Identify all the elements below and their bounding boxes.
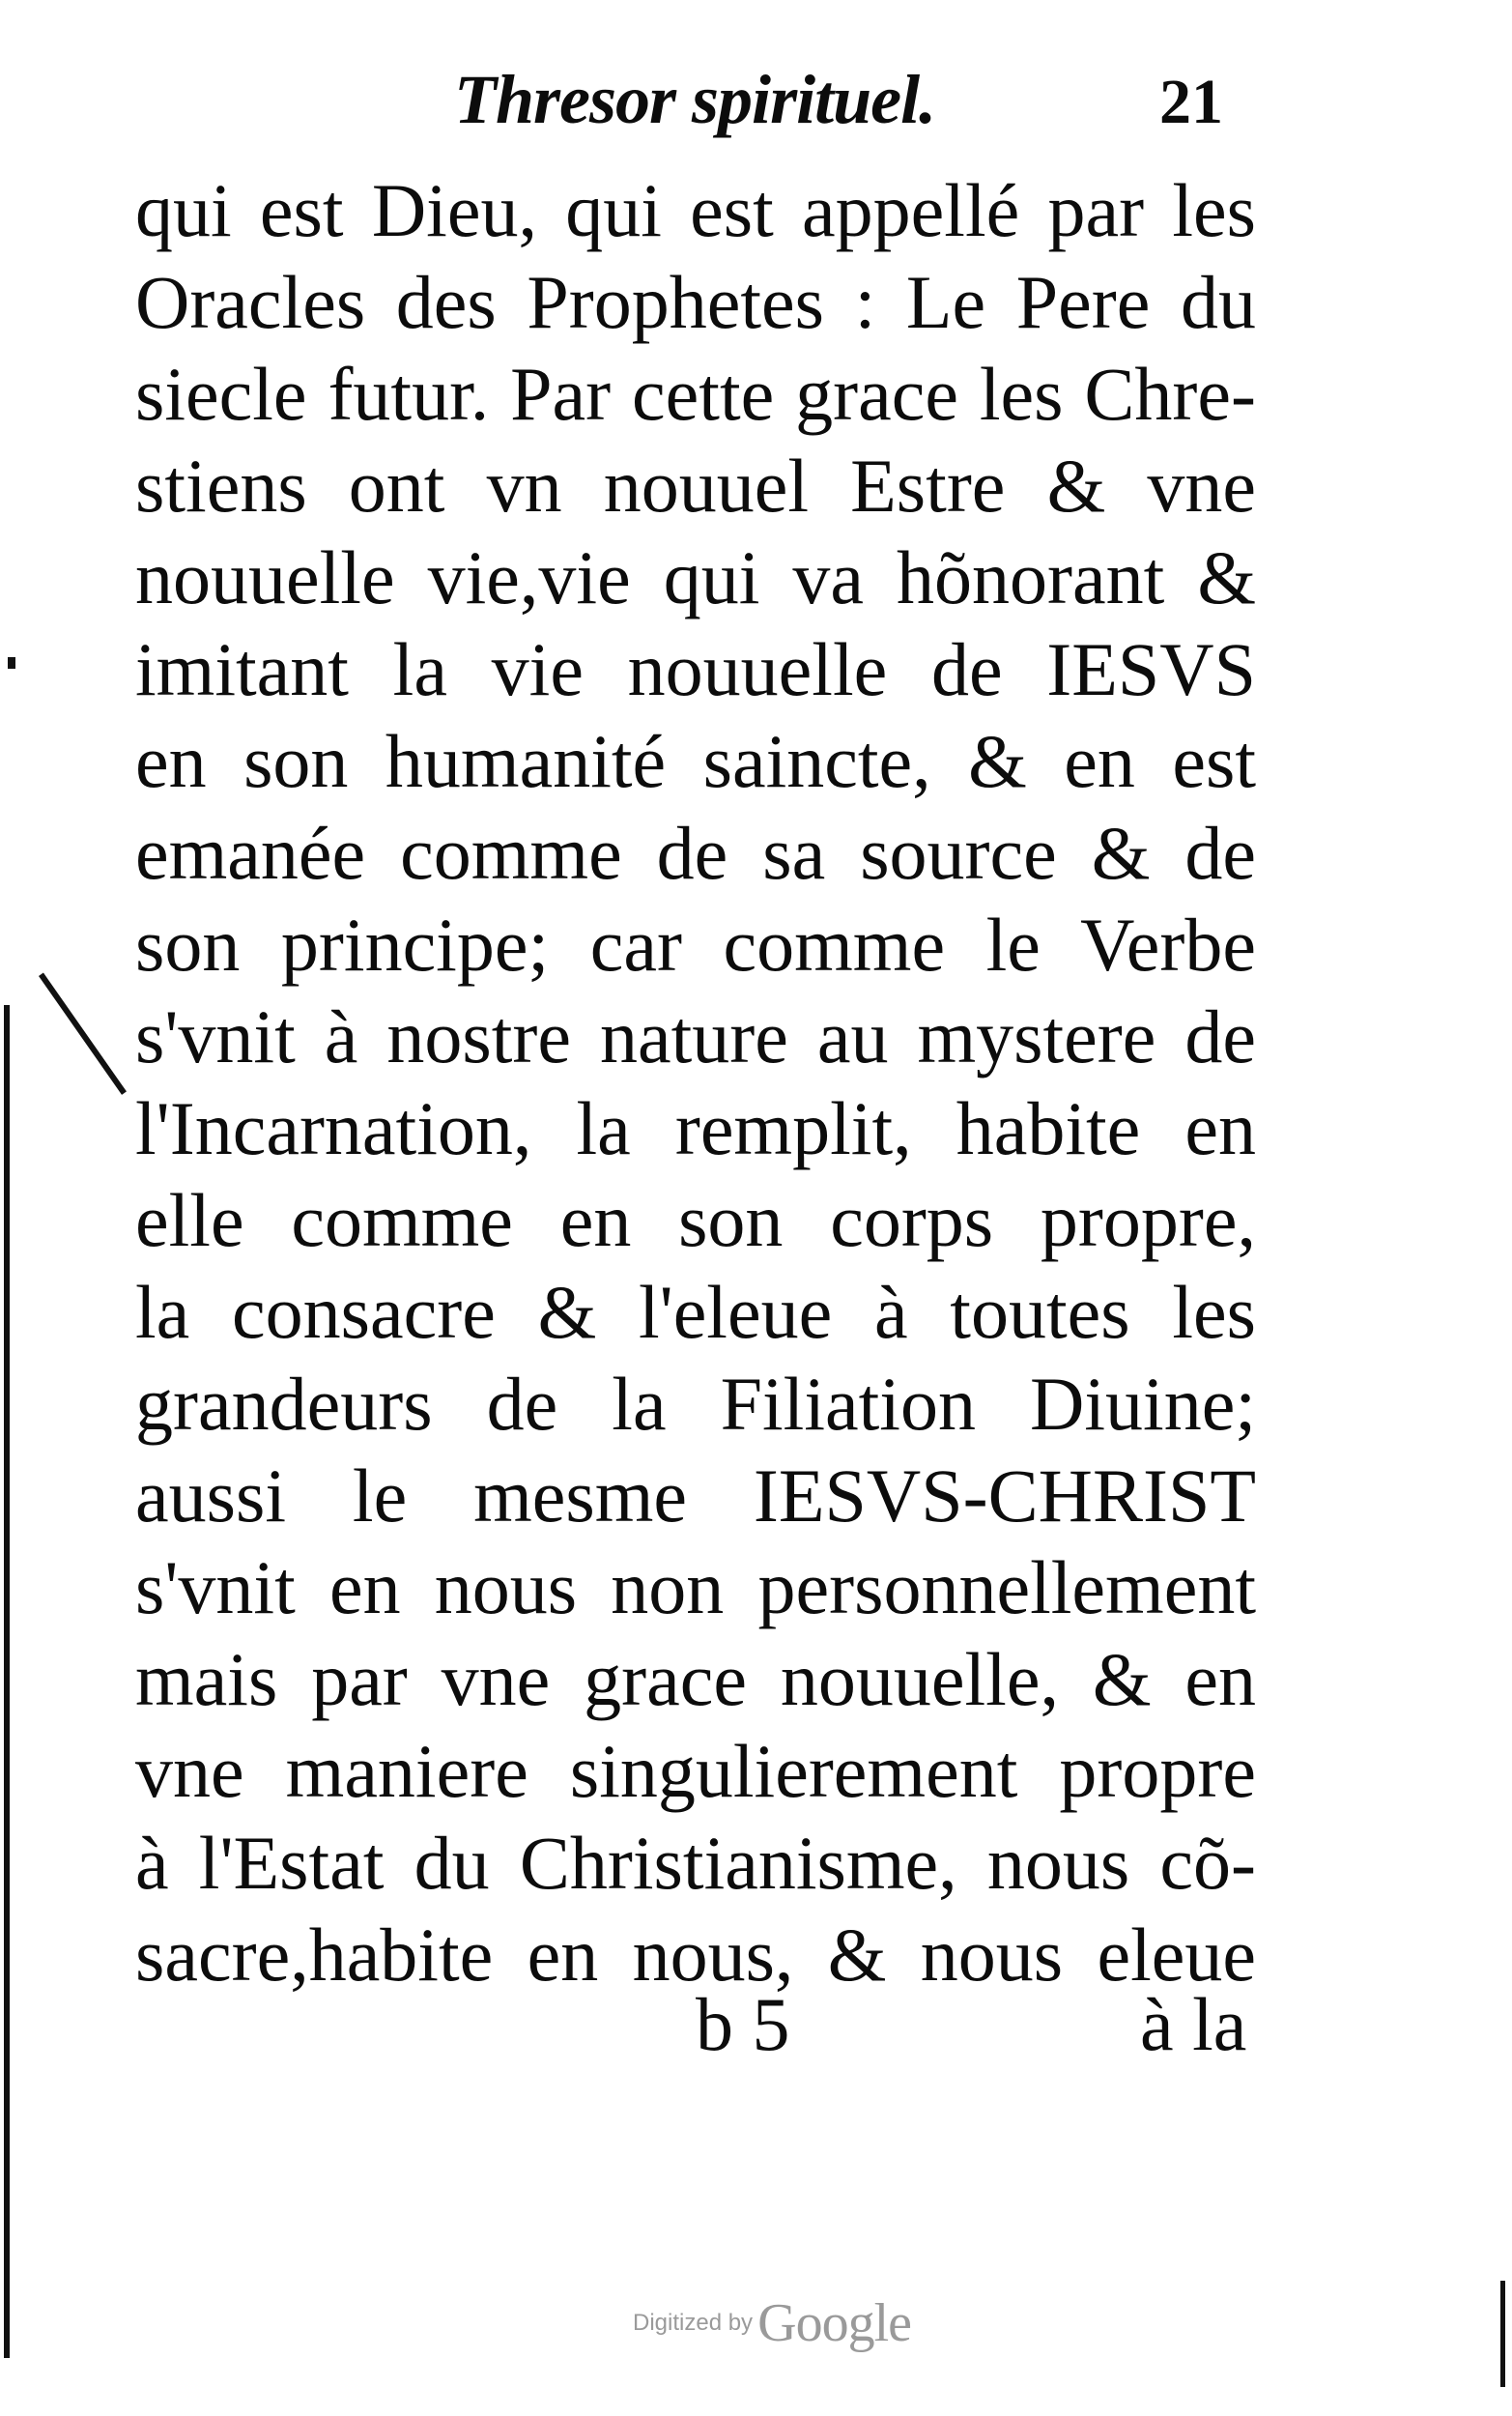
gutter-line-mark bbox=[4, 1005, 10, 2358]
text-line: elle comme en son corps propre, bbox=[135, 1178, 1256, 1262]
text-line: en son humanité saincte, & en est bbox=[135, 719, 1256, 803]
text-line: vne maniere singulierement propre bbox=[135, 1729, 1256, 1813]
digitized-watermark bbox=[633, 2292, 911, 2354]
text-line: son principe; car comme le Verbe bbox=[135, 903, 1256, 987]
running-head: Thresor spirituel. bbox=[454, 61, 936, 138]
text-line: emanée comme de sa source & de bbox=[135, 811, 1256, 895]
text-line: stiens ont vn nouuel Estre & vne bbox=[135, 444, 1256, 528]
gutter-dot-mark bbox=[8, 657, 15, 669]
text-line: sacre,habite en nous, & nous eleue bbox=[135, 1913, 1256, 1997]
text-line: Oracles des Prophetes : Le Pere du bbox=[135, 260, 1256, 344]
watermark-brand: Google bbox=[757, 2293, 912, 2353]
body-text bbox=[135, 164, 1256, 2000]
catchword: à la bbox=[1140, 1982, 1247, 2066]
text-line: siecle futur. Par cette grace les Chre- bbox=[135, 352, 1256, 436]
text-line: l'Incarnation, la remplit, habite en bbox=[135, 1086, 1256, 1170]
text-line: grandeurs de la Filiation Diuine; bbox=[135, 1362, 1256, 1446]
watermark-prefix: Digitized by bbox=[633, 2310, 754, 2336]
text-line: s'vnit en nous non personnellement bbox=[135, 1545, 1256, 1629]
text-line: imitant la vie nouuelle de IESVS bbox=[135, 627, 1256, 711]
text-line: nouuelle vie,vie qui va hõnorant & bbox=[135, 535, 1256, 619]
signature-mark: b 5 bbox=[696, 1982, 790, 2066]
text-line: qui est Dieu, qui est appellé par les bbox=[135, 168, 1256, 252]
text-line: la consacre & l'eleue à toutes les bbox=[135, 1270, 1256, 1354]
text-line: s'vnit à nostre nature au mystere de bbox=[135, 994, 1256, 1079]
right-edge-mark bbox=[1500, 2281, 1505, 2387]
text-line: aussi le mesme IESVS-CHRIST bbox=[135, 1453, 1256, 1538]
page-number: 21 bbox=[1159, 67, 1223, 137]
text-line: mais par vne grace nouuelle, & en bbox=[135, 1637, 1256, 1721]
margin-stroke-mark bbox=[39, 973, 127, 1095]
text-line: à l'Estat du Christianisme, nous cõ- bbox=[135, 1821, 1256, 1905]
